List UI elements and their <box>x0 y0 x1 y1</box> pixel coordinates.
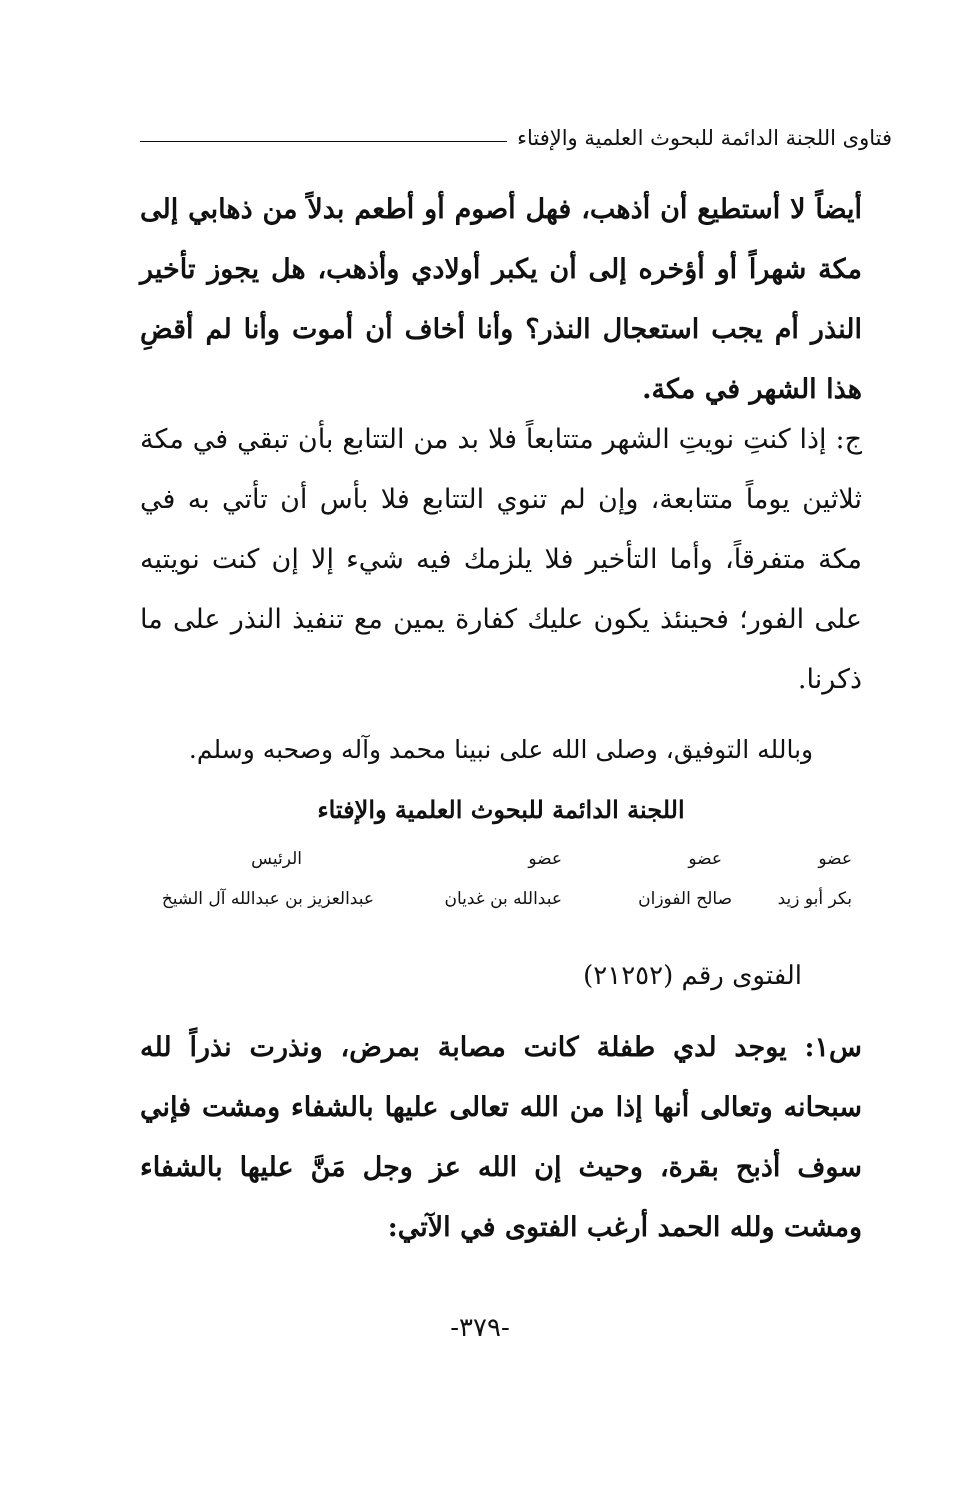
running-header <box>140 118 892 158</box>
question-paragraph: س١: يوجد لدي طفلة كانت مصابة بمرض، ونذرت نذراً لله سبحانه وتعالى أنها إذا من الله تعالى عليها بالشفاء ومشت فإني سوف أذبح بقرة، وحيث إن الله عز وجل مَنَّ عليها بالشفاء ومشت ولله الحمد أرغب الفتوى في الآتي: <box>140 1032 862 1243</box>
fatwa-number: الفتوى رقم (٢١٢٥٢) <box>583 961 802 991</box>
question-continuation: أيضاً لا أستطيع أن أذهب، فهل أصوم أو أطعم بدلاً من ذهابي إلى مكة شهراً أو أؤخره إلى أن يكبر أولادي وأذهب، هل يجوز تأخير النذر أم يجب استعجال النذر؟ وأنا أخاف أن أموت وأنا لم أقضِ هذا الشهر في مكة. <box>140 194 862 405</box>
signatory-role: عضو <box>688 849 722 869</box>
signatory-name: صالح الفوزان <box>638 889 732 909</box>
header-title: فتاوى اللجنة الدائمة للبحوث العلمية والإفتاء <box>517 126 892 150</box>
signatory-name: بكر أبو زيد <box>777 889 852 909</box>
signatory-role: الرئيس <box>251 849 302 869</box>
signatory-role: عضو <box>818 849 852 869</box>
signatory-name: عبدالله بن غديان <box>444 889 562 909</box>
committee-name: اللجنة الدائمة للبحوث العلمية والإفتاء <box>317 795 685 824</box>
closing-line: وبالله التوفيق، وصلى الله على نبينا محمد وآله وصحبه وسلم. <box>188 735 814 764</box>
answer-paragraph: ج: إذا كنتِ نويتِ الشهر متتابعاً فلا بد من التتابع بأن تبقي في مكة ثلاثين يوماً متتابعة، وإن لم تنوي التتابع فلا بأس أن تأتي به في مكة متفرقاً، وأما التأخير فلا يلزمك فيه شيء إلا إن كنت نويتيه على الفور؛ فحينئذ يكون عليك كفارة يمين مع تنفيذ النذر على ما ذكرنا. <box>140 424 862 695</box>
header-rule <box>140 141 507 142</box>
page-number: -٣٧٩- <box>450 1313 510 1343</box>
signatory-role: عضو <box>528 849 562 869</box>
signatory-name: عبدالعزيز بن عبدالله آل الشيخ <box>161 889 374 909</box>
